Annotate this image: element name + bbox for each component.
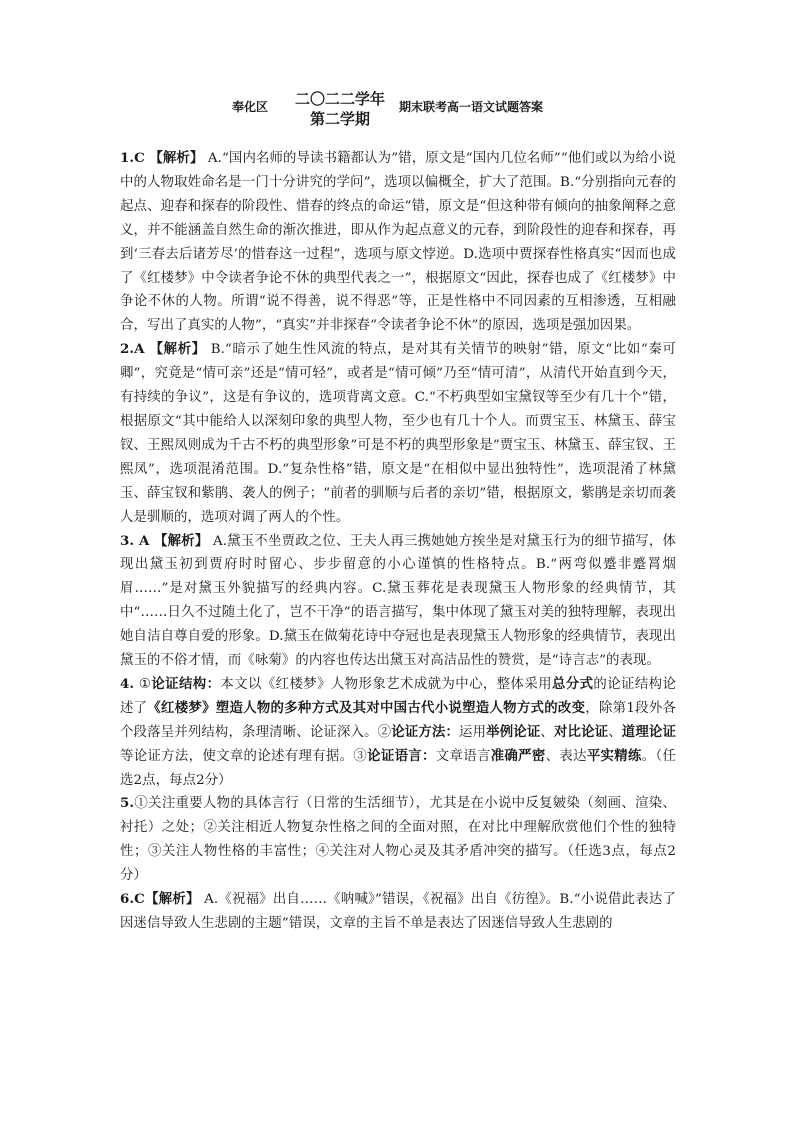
page-header [0, 89, 794, 133]
answer-segment: 文章语言 [435, 748, 491, 764]
emphasis-text: 论证方法： [391, 723, 460, 740]
question-number: 4. [120, 675, 135, 692]
answer-4 [120, 673, 676, 793]
answer-6 [120, 888, 676, 936]
answer-segment: 本文以《红楼梦》人物形象艺术成就为中心，整体采用 [220, 676, 552, 692]
answer-content [120, 147, 676, 936]
analysis-tag: 【解析】 [154, 532, 209, 549]
answer-text: A.“国内名师的导读书籍都认为”错，原文是“国内几位名师”“他们或以为给小说中的人物取姓命名是一门十分讲究的学问”，选项以偏概全，扩大了范围。B.“分别指向元春的起点、迎春和探春的阶段性、惜春的终点的命运”错，原文是“但这种带有倾向的抽象阐释之意义，并不能涵盖自然生命的渐次推进，即从作为起点意义的元春，到阶段性的迎春和探春，再到‘三春去后诸芳尽’的惜春这一过程”，选项与原文悖逆。D.选项中贾探春性格真实“因而也成了《红楼梦》中令读者争论不休的典型代表之一”，根据原文“因此，探春也成了《红楼梦》中争论不休的人物。所谓“说不得善，说不得恶”等，正是性格中不同因素的互相渗透，互相融合，写出了真实的人物”，“真实”并非探春“令读者争论不休”的原因，选项是强加因果。 [120, 151, 676, 334]
analysis-tag: 【解析】 [149, 341, 206, 358]
emphasis-text: 举例论证 [486, 723, 541, 740]
answer-segment: ① [134, 676, 152, 692]
answer-segment: 等论证方法，使文章的论述有理有据。③ [120, 748, 368, 764]
emphasis-text: 道理论证 [621, 723, 676, 740]
answer-text: A.黛玉不坐贾政之位、王夫人再三携她她方挨坐是对黛玉行为的细节描写，体现出黛玉初到贾府时时留心、步步留意的小心谨慎的性格特点。B.“两弯似蹙非蹙罥烟眉……”是对黛玉外貌描写的经典内容。C.黛玉葬花是表现黛玉人物形象的经典情节，其中“……日久不过随土化了，岂不干净”的语言描写，集中体现了黛玉对美的独特理解，表现出她自洁自尊自爱的形象。D.黛玉在做菊花诗中夺冠也是表现黛玉人物形象的经典情节，表现出黛玉的不俗才情，而《咏菊》的内容也传达出黛玉对高洁品性的赞赏，是“诗言志”的表现。 [120, 533, 677, 669]
answer-text: B.“暗示了她生性风流的特点，是对其有关情节的映射”错，原文“比如“秦可卿”，究竟是“情可亲”还是“情可轻”，或者是“情可倾”乃至“情可清”，从清代开始直到今天，有持续的争议”，这是有争议的，选项背离文意。C.“不朽典型如宝黛钗等至少有几十个”错，根据原文“其中能给人以深刻印象的典型人物，至少也有几十个人。而贾宝玉、林黛玉、薛宝钗、王熙凤则成为千古不朽的典型形象”可是不朽的典型形象是“贾宝玉、林黛玉、薛宝钗、王熙凤”，选项混淆范围。D.“复杂性格”错，原文是“在相似中显出独特性”，选项混淆了林黛玉、薛宝钗和紫鹃、袭人的例子；“前者的驯顺与后者的亲切”错，根据原文，紫鹃是亲切而袭人是驯顺的，选项对调了两人的个性。 [120, 342, 676, 525]
answer-1 [120, 147, 676, 338]
answer-segment: 、 [608, 724, 622, 740]
answer-2 [120, 338, 676, 529]
answer-segment: 、 [540, 724, 554, 740]
question-number: 1.C [120, 150, 145, 166]
question-number: 3. A [120, 532, 150, 549]
school-year: 二〇二二学年 [294, 90, 385, 108]
answer-text: ①关注重要人物的具体言行（日常的生活细节），尤其是在小说中反复皴染（刻画、渲染、衬托）之处；②关注相近人物复杂性格之间的全面对照，在对比中理解欣赏他们个性的独特性；③关注人物性格的丰富性；④关注对人物心灵及其矛盾冲突的描写。（任选3点，每点2分） [120, 796, 676, 884]
analysis-tag: 【解析】 [144, 891, 200, 908]
answer-segment: 。（任选2点，每点2分） [120, 748, 676, 788]
question-number: 6.C [120, 891, 145, 908]
emphasis-text: 论证结构： [151, 675, 221, 692]
emphasis-text: 平实精练 [586, 747, 642, 764]
question-number: 5. [120, 795, 135, 812]
answer-3 [120, 530, 676, 673]
semester: 第二学期 [309, 110, 370, 128]
answer-segment: 、表达 [545, 748, 587, 764]
emphasis-text: 总分式 [551, 675, 594, 692]
answer-segment: 的论证结构论述了 [120, 676, 676, 716]
emphasis-text: 对比论证 [553, 723, 609, 740]
answer-text: A.《祝福》出自……《呐喊》”错误，《祝福》出自《彷徨》。B.“小说借此表达了因迷信导致人生悲剧的主题”错误，文章的主旨不单是表达了因迷信导致人生悲剧的 [120, 892, 677, 931]
answer-5 [120, 792, 676, 888]
analysis-tag: 【解析】 [149, 150, 204, 166]
emphasis-text: 论证语言： [367, 747, 436, 764]
answer-segment: 运用 [459, 724, 487, 740]
answer-segment: ，除第1段外各个段落呈并列结构，条理清晰、论证深入。② [120, 700, 676, 740]
emphasis-text: 《红楼梦》塑造人物的多种方式及其对中国古代小说塑造人物方式的改变 [147, 699, 586, 716]
question-number: 2.A [120, 341, 145, 358]
emphasis-text: 准确严密 [490, 747, 546, 764]
answer-text [120, 677, 676, 788]
document-title: 期末联考高一语文试题答案 [399, 100, 544, 114]
school-year-block [292, 89, 388, 129]
district-label: 奉化区 [232, 100, 269, 114]
